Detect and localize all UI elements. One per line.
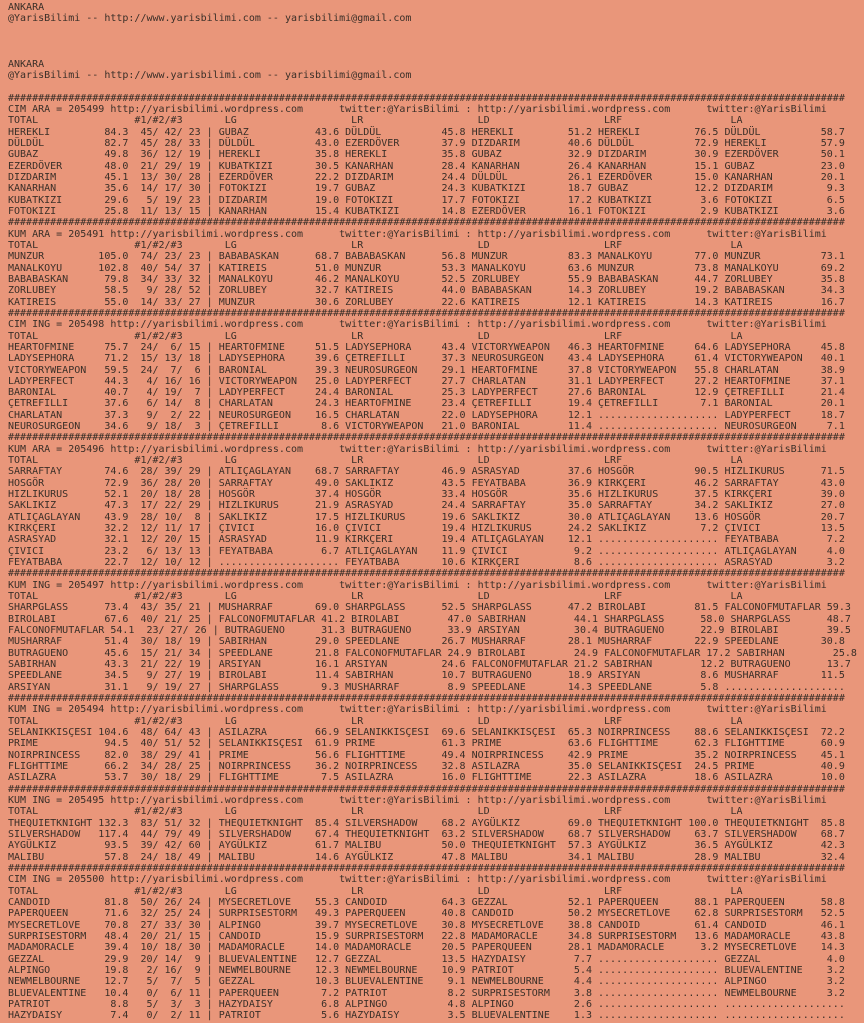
blank-line [8,47,864,58]
data-row: SAKLIKIZ 47.3 17/ 22/ 29 | HIZLIKURUS 21.9 ASRASYAD 24.4 SARRAFTAY 35.0 SARRAFTAY 34.2 SAKLIKIZ 27.0 [8,500,845,512]
data-row: MUSHARRAF 51.4 30/ 18/ 19 | SABIRHAN 29.0 SPEEDLANE 26.7 MUSHARRAF 28.1 MUSHARRAF 22.9 SPEEDLANE 30.8 [8,636,845,648]
data-row: FOTOKIZI 25.8 11/ 13/ 15 | KANARHAN 15.4 KUBATKIZI 14.8 EZERDÖVER 16.1 FOTOKIZI 2.9 KUBATKIZI 3.6 [8,205,845,217]
data-row: ÇETREFILLI 37.6 6/ 14/ 8 | CHARLATAN 24.3 HEARTOFMINE 23.4 ÇETREFILLI 19.4 ÇETREFILLI 7.1 BARONIAL 20.1 [8,398,845,410]
data-row: HEARTOFMINE 75.7 24/ 6/ 15 | HEARTOFMINE 51.5 LADYSEPHORA 43.4 VICTORYWEAPON 46.3 HEARTOFMINE 64.6 LADYSEPHORA 45.8 [8,341,845,353]
column-header-line: TOTAL #1/#2/#3 LG LR LD LRF LA [8,806,743,818]
data-row: SPEEDLANE 34.5 9/ 27/ 19 | BIROLABI 11.4 SABIRHAN 10.7 BUTRAGUENO 18.9 ARSIYAN 8.6 MUSHARRAF 11.5 [8,670,845,682]
data-row: AYGÜLKIZ 93.5 39/ 42/ 60 | AYGÜLKIZ 61.7 MALIBU 50.0 THEQUIETKNIGHT 57.3 AYGÜLKIZ 36.5 AYGÜLKIZ 42.3 [8,840,845,852]
column-header-line: TOTAL #1/#2/#3 LG LR LD LRF LA [8,885,743,897]
data-row: FALCONOFMUTAFLAR 54.1 23/ 27/ 26 | BUTRAGUENO 31.3 BUTRAGUENO 33.9 ARSIYAN 30.4 BUTRAGUENO 22.9 BIROLABI 39.5 [8,625,851,637]
data-row: HIZLIKURUS 52.1 20/ 18/ 28 | HOSGÖR 37.4 HOSGÖR 33.4 HOSGÖR 35.6 HIZLIKURUS 37.5 KIRKÇERI 39.0 [8,489,845,501]
data-row: HEREKLI 84.3 45/ 42/ 23 | GUBAZ 43.6 DÜLDÜL 45.8 HEREKLI 51.2 HEREKLI 76.5 DÜLDÜL 58.7 [8,126,845,138]
data-row: NEWMELBOURNE 12.7 5/ 7/ 5 | GEZZAL 10.3 BLUEVALENTINE 9.1 NEWMELBOURNE 4.4 .................... ALPINGO 3.2 [8,976,845,988]
table-source-line: KUM ARA = 205496 http://yarisbilimi.wordpress.com twitter:@YarisBilimi : http://yarisbilimi.wordpress.com twitter:@YarisBilimi [8,443,827,455]
table-source-line: CIM ARA = 205499 http://yarisbilimi.wordpress.com twitter:@YarisBilimi : http://yarisbilimi.wordpress.com twitter:@YarisBilimi [8,103,827,115]
data-row: KIRKÇERI 32.2 12/ 11/ 17 | ÇIVICI 16.0 ÇIVICI 19.4 HIZLIKURUS 24.2 SAKLIKIZ 7.2 ÇIVICI 13.5 [8,523,845,535]
data-row: FLIGHTTIME 66.2 34/ 28/ 25 | NOIRPRINCESS 36.2 NOIRPRINCESS 32.8 ASILAZRA 35.0 SELANIKKISÇESI 24.5 PRIME 40.9 [8,760,845,772]
separator-line: ########################################################################################################################################### [8,693,845,705]
data-row: SABIRHAN 43.3 21/ 22/ 19 | ARSIYAN 16.1 ARSIYAN 24.6 FALCONOFMUTAFLAR 21.2 SABIRHAN 12.2 BUTRAGUENO 13.7 [8,659,851,671]
separator-line: ########################################################################################################################################### [8,862,845,874]
data-row: NOIRPRINCESS 82.0 38/ 29/ 41 | PRIME 56.6 FLIGHTTIME 49.4 NOIRPRINCESS 42.9 PRIME 35.2 NOIRPRINCESS 45.1 [8,749,845,761]
data-row: HAZYDAISY 7.4 0/ 2/ 11 | PATRIOT 5.6 HAZYDAISY 3.5 BLUEVALENTINE 1.3 .................... .................... [8,1010,845,1022]
separator-line: ########################################################################################################################################### [8,568,845,580]
blank-line [8,25,864,36]
data-row: EZERDÖVER 48.0 21/ 29/ 19 | KUBATKIZI 30.5 KANARHAN 28.4 KANARHAN 26.4 KANARHAN 15.1 GUBAZ 23.0 [8,160,845,172]
table-source-line: CIM ING = 205500 http://yarisbilimi.wordpress.com twitter:@YarisBilimi : http://yarisbilimi.wordpress.com twitter:@YarisBilimi [8,874,827,886]
data-row: MYSECRETLOVE 70.8 27/ 33/ 30 | ALPINGO 39.7 MYSECRETLOVE 30.8 MYSECRETLOVE 38.8 CANDOID 61.4 CANDOID 46.1 [8,919,845,931]
separator-line: ########################################################################################################################################### [8,217,845,229]
data-row: KANARHAN 35.6 14/ 17/ 30 | FOTOKIZI 19.7 GUBAZ 24.3 KUBATKIZI 18.7 GUBAZ 12.2 DIZDARIM 9.3 [8,183,845,195]
blank-line [8,36,864,47]
data-row: LADYPERFECT 44.3 4/ 16/ 16 | VICTORYWEAPON 25.0 LADYPERFECT 27.7 CHARLATAN 31.1 LADYPERFECT 27.2 HEARTOFMINE 37.1 [8,375,845,387]
separator-line: ########################################################################################################################################### [8,783,845,795]
data-row: ASILAZRA 53.7 30/ 18/ 29 | FLIGHTTIME 7.5 ASILAZRA 16.0 FLIGHTTIME 22.3 ASILAZRA 18.6 ASILAZRA 10.0 [8,772,845,784]
data-row: SELANIKKISÇESI 104.6 48/ 64/ 43 | ASILAZRA 66.9 SELANIKKISÇESI 69.6 SELANIKKISÇESI 65.3 NOIRPRINCESS 88.6 SELANIKKISÇESI 72.2 [8,727,845,738]
data-row: MANALKOYU 102.8 40/ 54/ 37 | KATIREIS 51.0 MUNZUR 53.3 MANALKOYU 63.6 MUNZUR 73.8 MANALKOYU 69.2 [8,262,845,274]
data-row: SURPRISESTORM 48.4 20/ 21/ 15 | CANDOID 15.9 SURPRISESTORM 22.8 MADAMORACLE 34.8 SURPRISESTORM 13.6 MADAMORACLE 43.8 [8,930,845,942]
data-row: KATIREIS 55.0 14/ 33/ 27 | MUNZUR 30.6 ZORLUBEY 22.6 KATIREIS 12.1 KATIREIS 14.3 KATIREIS 16.7 [8,296,845,308]
data-row: DIZDARIM 45.1 13/ 30/ 28 | EZERDÖVER 22.2 DIZDARIM 24.4 DÜLDÜL 26.1 EZERDÖVER 15.0 KANARHAN 20.1 [8,171,845,183]
blank-line [8,81,864,92]
data-row: PAPERQUEEN 71.6 32/ 25/ 24 | SURPRISESTORM 49.3 PAPERQUEEN 40.8 CANDOID 50.2 MYSECRETLOVE 62.8 SURPRISESTORM 52.5 [8,908,845,920]
data-row: BIROLABI 67.6 40/ 21/ 25 | FALCONOFMUTAFLAR 41.2 BIROLABI 47.0 SABIRHAN 44.1 SHARPGLASS 58.0 SHARPGLASS 48.7 [8,613,851,625]
data-row: CHARLATAN 37.3 9/ 2/ 22 | NEUROSURGEON 16.5 CHARLATAN 22.0 LADYSEPHORA 12.1 .................... LADYPERFECT 18.7 [8,409,845,421]
table-source-line: KUM ING = 205497 http://yarisbilimi.wordpress.com twitter:@YarisBilimi : http://yarisbilimi.wordpress.com twitter:@YarisBilimi [8,579,827,591]
data-row: SHARPGLASS 73.4 43/ 35/ 21 | MUSHARRAF 69.0 SHARPGLASS 52.5 SHARPGLASS 47.2 BIROLABI 81.5 FALCONOFMUTAFLAR 59.3 [8,602,851,614]
data-row: ASRASYAD 32.1 12/ 20/ 15 | ASRASYAD 11.9 KIRKÇERI 19.4 ATLIÇAGLAYAN 12.1 .................... FEYATBABA 7.2 [8,534,845,546]
data-row: ÇIVICI 23.2 6/ 13/ 13 | FEYATBABA 6.7 ATLIÇAGLAYAN 11.9 ÇIVICI 9.2 .................... ATLIÇAGLAYAN 4.0 [8,545,845,557]
data-row: LADYSEPHORA 71.2 15/ 13/ 18 | LADYSEPHORA 39.6 ÇETREFILLI 37.3 NEUROSURGEON 43.4 LADYSEPHORA 61.4 VICTORYWEAPON 40.1 [8,353,845,365]
separator-line: ########################################################################################################################################### [8,432,845,444]
column-header-line: TOTAL #1/#2/#3 LG LR LD LRF LA [8,591,743,603]
data-row: THEQUIETKNIGHT 132.3 83/ 51/ 32 | THEQUIETKNIGHT 85.4 SILVERSHADOW 68.2 AYGÜLKIZ 69.0 THEQUIETKNIGHT 100.0 THEQUIETKNIGHT 85.8 [8,817,845,829]
data-row: BARONIAL 40.7 4/ 19/ 7 | LADYPERFECT 24.4 BARONIAL 25.3 LADYPERFECT 27.6 BARONIAL 12.9 ÇETREFILLI 21.4 [8,387,845,399]
data-row: MADAMORACLE 39.4 10/ 18/ 30 | MADAMORACLE 14.0 MADAMORACLE 20.5 PAPERQUEEN 28.1 MADAMORACLE 3.2 MYSECRETLOVE 14.3 [8,942,845,954]
data-row: HOSGÖR 72.9 36/ 28/ 20 | SARRAFTAY 49.0 SAKLIKIZ 43.5 FEYATBABA 36.9 KIRKÇERI 46.2 SARRAFTAY 43.0 [8,477,845,489]
data-row: PRIME 94.5 40/ 51/ 52 | SELANIKKISÇESI 61.9 PRIME 61.3 PRIME 63.6 FLIGHTTIME 62.3 FLIGHTTIME 60.9 [8,738,845,750]
data-row: MALIBU 57.8 24/ 18/ 49 | MALIBU 14.6 AYGÜLKIZ 47.8 MALIBU 34.1 MALIBU 28.9 MALIBU 32.4 [8,851,845,863]
data-row: PATRIOT 8.8 5/ 3/ 3 | HAZYDAISY 6.8 ALPINGO 4.8 ALPINGO 2.6 .................... .................... [8,998,845,1010]
data-row: DÜLDÜL 82.7 45/ 28/ 33 | DÜLDÜL 43.0 EZERDÖVER 37.9 DIZDARIM 40.6 DÜLDÜL 72.9 HEREKLI 57.9 [8,137,845,149]
column-header-line: TOTAL #1/#2/#3 LG LR LD LRF LA [8,330,743,342]
data-row: VICTORYWEAPON 59.5 24/ 7/ 6 | BARONIAL 39.3 NEUROSURGEON 29.1 HEARTOFMINE 37.8 VICTORYWEAPON 55.8 CHARLATAN 38.9 [8,364,845,376]
data-row: BABABASKAN 79.8 34/ 33/ 32 | MANALKOYU 46.2 MANALKOYU 52.5 ZORLUBEY 55.9 BABABASKAN 44.7 ZORLUBEY 35.8 [8,273,845,285]
data-row: ATLIÇAGLAYAN 43.9 28/ 10/ 8 | SAKLIKIZ 17.5 HIZLIKURUS 19.6 SAKLIKIZ 30.0 ATLIÇAGLAYAN 13.6 HOSGÖR 20.7 [8,511,845,523]
data-row: GEZZAL 29.9 20/ 14/ 9 | BLUEVALENTINE 12.7 GEZZAL 13.5 HAZYDAISY 7.7 .................... GEZZAL 4.0 [8,953,845,965]
column-header-line: TOTAL #1/#2/#3 LG LR LD LRF LA [8,455,743,467]
table-source-line: KUM ING = 205495 http://yarisbilimi.wordpress.com twitter:@YarisBilimi : http://yarisbilimi.wordpress.com twitter:@YarisBilimi [8,794,827,806]
contact-line: @YarisBilimi -- http://www.yarisbilimi.com -- yarisbilimi@gmail.com [8,13,412,25]
data-row: FEYATBABA 22.7 12/ 10/ 12 | .................... FEYATBABA 10.6 KIRKÇERI 8.6 .................... ASRASYAD 3.2 [8,557,845,569]
column-header-line: TOTAL #1/#2/#3 LG LR LD LRF LA [8,239,743,251]
data-row: SARRAFTAY 74.6 28/ 39/ 29 | ATLIÇAGLAYAN 68.7 SARRAFTAY 46.9 ASRASYAD 37.6 HOSGÖR 90.5 HIZLIKURUS 71.5 [8,466,845,478]
column-header-line: TOTAL #1/#2/#3 LG LR LD LRF LA [8,715,743,727]
data-row: MUNZUR 105.0 74/ 23/ 23 | BABABASKAN 68.7 BABABASKAN 56.8 MUNZUR 83.3 MANALKOYU 77.0 MUNZUR 73.1 [8,251,845,263]
separator-line: ########################################################################################################################################### [8,92,845,104]
data-row: ZORLUBEY 58.5 9/ 28/ 52 | ZORLUBEY 32.7 KATIREIS 44.0 BABABASKAN 14.3 ZORLUBEY 19.2 BABABASKAN 34.3 [8,285,845,297]
data-row: KUBATKIZI 29.6 5/ 19/ 23 | DIZDARIM 19.0 FOTOKIZI 17.7 FOTOKIZI 17.2 KUBATKIZI 3.6 FOTOKIZI 6.5 [8,194,845,206]
table-source-line: KUM ARA = 205491 http://yarisbilimi.wordpress.com twitter:@YarisBilimi : http://yarisbilimi.wordpress.com twitter:@YarisBilimi [8,228,827,240]
contact-line: @YarisBilimi -- http://www.yarisbilimi.com -- yarisbilimi@gmail.com [8,69,412,81]
data-row: ALPINGO 19.8 2/ 16/ 9 | NEWMELBOURNE 12.3 NEWMELBOURNE 10.9 PATRIOT 5.4 .................... BLUEVALENTINE 3.2 [8,964,845,976]
data-row: NEUROSURGEON 34.6 9/ 18/ 3 | ÇETREFILLI 8.6 VICTORYWEAPON 21.0 BARONIAL 11.4 .................... NEUROSURGEON 7.1 [8,421,845,433]
data-row: SILVERSHADOW 117.4 44/ 79/ 49 | SILVERSHADOW 67.4 THEQUIETKNIGHT 63.2 SILVERSHADOW 68.7 SILVERSHADOW 63.7 SILVERSHADOW 68.7 [8,828,845,840]
table-source-line: CIM ING = 205498 http://yarisbilimi.wordpress.com twitter:@YarisBilimi : http://yarisbilimi.wordpress.com twitter:@YarisBilimi [8,319,827,331]
data-row: ARSIYAN 31.1 9/ 19/ 27 | SHARPGLASS 9.3 MUSHARRAF 8.9 SPEEDLANE 14.3 SPEEDLANE 5.8 .................... [8,681,845,693]
data-row: GUBAZ 49.8 36/ 12/ 19 | HEREKLI 35.8 HEREKLI 35.8 GUBAZ 32.9 DIZDARIM 30.9 EZERDÖVER 50.1 [8,149,845,161]
data-row: BUTRAGUENO 45.6 15/ 21/ 34 | SPEEDLANE 21.8 FALCONOFMUTAFLAR 24.9 BIROLABI 24.9 FALCONOFMUTAFLAR 17.2 SABIRHAN 25.8 [8,647,857,659]
table-source-line: KUM ING = 205494 http://yarisbilimi.wordpress.com twitter:@YarisBilimi : http://yarisbilimi.wordpress.com twitter:@YarisBilimi [8,704,827,716]
data-row: CANDOID 81.8 50/ 26/ 24 | MYSECRETLOVE 55.3 CANDOID 64.3 GEZZAL 52.1 PAPERQUEEN 88.1 PAPERQUEEN 58.8 [8,896,845,908]
column-header-line: TOTAL #1/#2/#3 LG LR LD LRF LA [8,115,743,127]
data-row: BLUEVALENTINE 10.4 0/ 6/ 11 | PAPERQUEEN 7.2 PATRIOT 8.2 SURPRISESTORM 3.8 .................... NEWMELBOURNE 3.2 [8,987,845,999]
separator-line: ########################################################################################################################################### [8,307,845,319]
city-line: ANKARA [8,58,45,70]
city-line: ANKARA [8,2,45,13]
